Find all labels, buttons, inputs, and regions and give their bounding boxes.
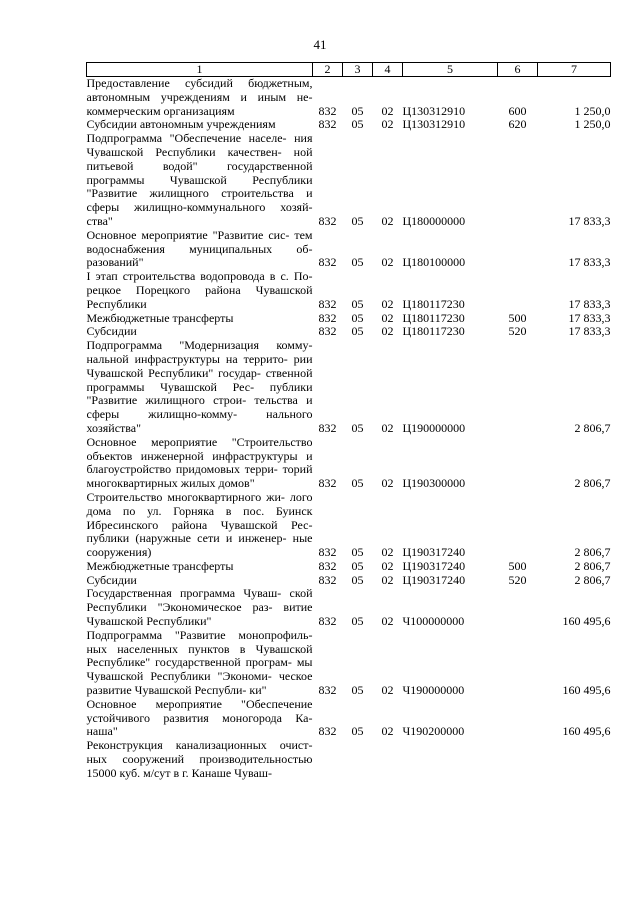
row-section-code: 05 [351, 420, 364, 435]
table-row [87, 229, 611, 270]
row-name: Субсидии автономным учреждениям [86, 117, 276, 132]
row-target-code: Ц180000000 [402, 213, 466, 228]
row-subsection-code: 02 [381, 545, 394, 560]
row-section-code: 05 [351, 213, 364, 228]
column-header-3: 3 [343, 63, 373, 77]
row-target-code: Ч190000000 [402, 683, 465, 698]
row-target-code: Ч100000000 [402, 614, 465, 629]
row-target-code: Ц130312910 [402, 117, 466, 132]
row-gr-code: 832 [318, 558, 337, 573]
row-expense-type-code: 520 [508, 324, 527, 339]
row-gr-code: 832 [318, 296, 337, 311]
table-row [87, 270, 611, 311]
row-gr-code: 832 [318, 545, 337, 560]
row-subsection-code: 02 [381, 103, 394, 118]
row-gr-code: 832 [318, 420, 337, 435]
row-gr-code: 832 [318, 324, 337, 339]
row-section-code: 05 [351, 614, 364, 629]
row-expense-type-code [498, 587, 538, 628]
row-gr-code: 832 [318, 476, 337, 491]
row-section-code: 05 [351, 255, 364, 270]
table-row [87, 132, 611, 229]
row-name: Подпрограмма "Модернизация комму- нальной инфраструктуры на террито- рии Чувашской Республики" государ- ственной программы Чувашской Рес- публики "Развитие жилищного строи- тельства и сферы жилищно-комму- нального хозяйства" [86, 338, 313, 435]
table-row [87, 77, 611, 119]
table-row [87, 739, 611, 780]
row-expense-type-code [498, 739, 538, 780]
row-name: Реконструкция канализационных очист- ных сооружений производительностью 15000 куб. м/сут в г. Канаше Чуваш- [86, 738, 313, 780]
row-name: Государственная программа Чуваш- ской Республики "Экономическое раз- витие Чувашской Республики" [86, 586, 313, 629]
row-target-code: Ц180117230 [402, 310, 465, 325]
row-subsection-code: 02 [381, 255, 394, 270]
row-expense-type-code [498, 229, 538, 270]
row-amount: 17 833,3 [568, 324, 611, 339]
row-section-code: 05 [351, 724, 364, 739]
row-amount: 2 806,7 [574, 420, 611, 435]
row-expense-type-code: 500 [508, 310, 527, 325]
column-header-4: 4 [373, 63, 403, 77]
row-name: Субсидии [86, 572, 137, 587]
row-expense-type-code [498, 339, 538, 436]
table-row [87, 312, 611, 326]
row-subsection-code: 02 [381, 614, 394, 629]
row-amount: 2 806,7 [574, 558, 611, 573]
column-header-7: 7 [538, 63, 611, 77]
column-header-2: 2 [313, 63, 343, 77]
row-section-code: 05 [351, 117, 364, 132]
page-number: 41 [313, 37, 327, 52]
table-row [87, 560, 611, 574]
row-subsection-code: 02 [381, 117, 394, 132]
table-row [87, 491, 611, 560]
row-name: Подпрограмма "Развитие монопрофиль- ных населенных пунктов в Чувашской Республике" государственной програм- мы Чувашской Республики "Экономи- ческое развитие Чувашской Республи- ки" [86, 627, 313, 698]
table-row [87, 339, 611, 436]
row-expense-type-code [498, 270, 538, 311]
row-expense-type-code [498, 629, 538, 698]
row-target-code: Ц180117230 [402, 324, 465, 339]
row-section-code: 05 [351, 558, 364, 573]
table-body [87, 77, 611, 781]
row-section-code: 05 [351, 324, 364, 339]
row-target-code: Ц180117230 [402, 296, 465, 311]
row-section-code: 05 [351, 476, 364, 491]
row-subsection-code: 02 [381, 296, 394, 311]
row-section-code: 05 [351, 296, 364, 311]
row-subsection-code: 02 [381, 558, 394, 573]
row-target-code: Ч190200000 [402, 724, 465, 739]
row-amount: 2 806,7 [574, 476, 611, 491]
row-expense-type-code [498, 132, 538, 229]
row-name: Основное мероприятие "Обеспечение устойчивого развития моногорода Ка- наша" [86, 696, 313, 739]
row-name: Предоставление субсидий бюджетным, автономным учреждениям и иным не- коммерческим организациям [86, 76, 313, 118]
row-gr-code: 832 [318, 683, 337, 698]
row-gr-code: 832 [318, 614, 337, 629]
row-expense-type-code [498, 436, 538, 491]
row-expense-type-code: 520 [508, 572, 527, 587]
table-row [87, 436, 611, 491]
table-row [87, 587, 611, 628]
column-header-5: 5 [403, 63, 498, 77]
row-amount: 1 250,0 [574, 103, 611, 118]
row-target-code: Ц190317240 [402, 558, 466, 573]
row-gr-code: 832 [318, 310, 337, 325]
row-expense-type-code: 600 [508, 103, 527, 118]
row-gr-code: 832 [318, 255, 337, 270]
row-target-code: Ц190000000 [402, 420, 466, 435]
row-target-code: Ц130312910 [402, 103, 466, 118]
row-target-code: Ц190300000 [402, 476, 466, 491]
row-name: Основное мероприятие "Развитие сис- тем водоснабжения муниципальных об- разований" [86, 227, 313, 270]
row-amount: 17 833,3 [568, 310, 611, 325]
row-gr-code: 832 [318, 213, 337, 228]
row-target-code: Ц180100000 [402, 255, 466, 270]
column-header-6: 6 [498, 63, 538, 77]
row-subsection-code: 02 [381, 420, 394, 435]
row-amount: 17 833,3 [568, 255, 611, 270]
column-header-1: 1 [87, 63, 313, 77]
row-name: Подпрограмма "Обеспечение населе- ния Чувашской Республики качествен- ной питьевой водой" государственной программы Чувашской Республики "Развитие жилищного строительства и сферы жилищно-коммунального хозяй- ства" [86, 131, 313, 228]
row-name: Межбюджетные трансферты [86, 558, 234, 573]
row-target-code [403, 739, 498, 780]
header-row [87, 63, 611, 77]
row-section-code: 05 [351, 683, 364, 698]
row-section-code: 05 [351, 103, 364, 118]
table-row [87, 325, 611, 339]
row-subsection-code: 02 [381, 213, 394, 228]
row-expense-type-code: 500 [508, 558, 527, 573]
row-name: Основное мероприятие "Строительство объектов инженерной инфраструктуры и благоустройство придомовых терри- торий многоквартирных жилых домов" [86, 434, 313, 491]
row-name: Субсидии [86, 324, 137, 339]
row-section-code [343, 739, 373, 780]
row-amount: 2 806,7 [574, 572, 611, 587]
row-target-code: Ц190317240 [402, 545, 466, 560]
table-row [87, 698, 611, 739]
row-amount: 160 495,6 [562, 683, 611, 698]
row-expense-type-code: 620 [508, 117, 527, 132]
row-subsection-code: 02 [381, 310, 394, 325]
row-gr-code: 832 [318, 103, 337, 118]
row-section-code: 05 [351, 310, 364, 325]
row-target-code: Ц190317240 [402, 572, 466, 587]
budget-table [86, 62, 611, 781]
row-subsection-code: 02 [381, 324, 394, 339]
row-gr-code [313, 739, 343, 780]
row-amount [538, 739, 611, 780]
row-subsection-code [373, 739, 403, 780]
row-gr-code: 832 [318, 117, 337, 132]
row-expense-type-code [498, 491, 538, 560]
row-gr-code: 832 [318, 572, 337, 587]
row-name: I этап строительства водопровода в с. По- рецкое Порецкого района Чувашской Республики [86, 269, 313, 311]
row-amount: 17 833,3 [568, 296, 611, 311]
row-amount: 17 833,3 [568, 213, 611, 228]
table-header [87, 63, 611, 77]
table-row [87, 118, 611, 132]
row-subsection-code: 02 [381, 476, 394, 491]
row-amount: 2 806,7 [574, 545, 611, 560]
row-gr-code: 832 [318, 724, 337, 739]
table-row [87, 574, 611, 588]
row-amount: 1 250,0 [574, 117, 611, 132]
row-amount: 160 495,6 [562, 724, 611, 739]
table-row [87, 629, 611, 698]
row-section-code: 05 [351, 572, 364, 587]
row-subsection-code: 02 [381, 683, 394, 698]
row-name: Межбюджетные трансферты [86, 310, 234, 325]
row-expense-type-code [498, 698, 538, 739]
row-subsection-code: 02 [381, 572, 394, 587]
row-amount: 160 495,6 [562, 614, 611, 629]
row-name: Строительство многоквартирного жи- лого дома по ул. Горняка в пос. Буинск Ибресинского района Чувашской Рес- публики (наружные сети и инженер- ные сооружения) [86, 489, 313, 560]
row-subsection-code: 02 [381, 724, 394, 739]
row-section-code: 05 [351, 545, 364, 560]
